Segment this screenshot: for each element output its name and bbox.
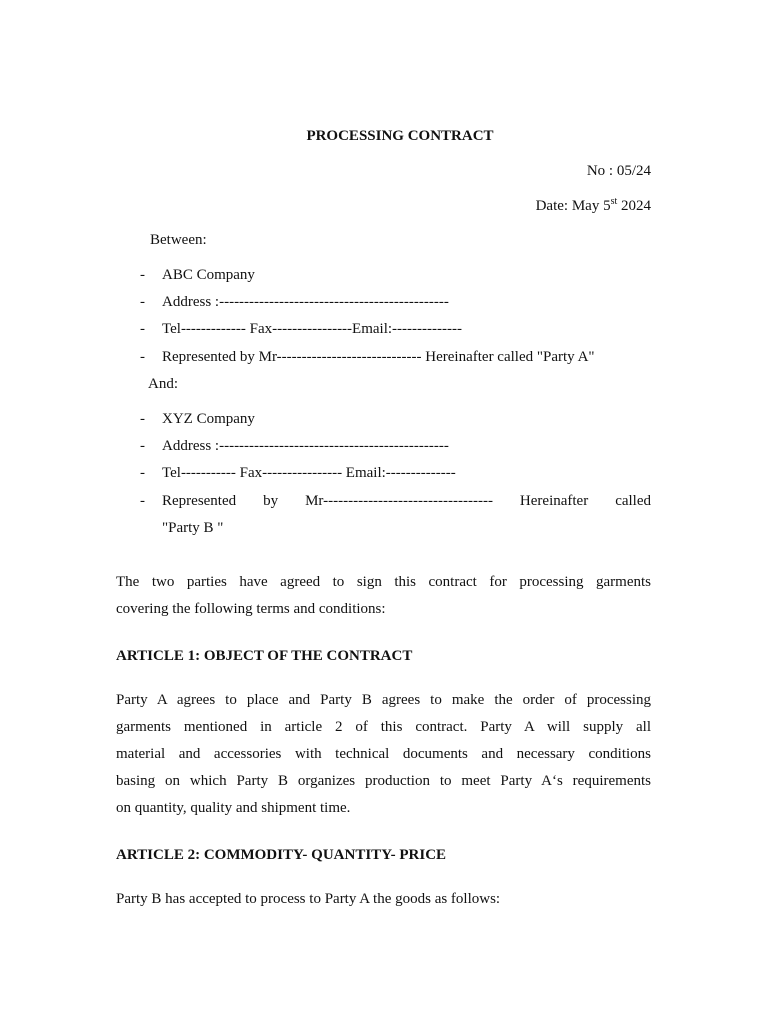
list-dash: - — [140, 438, 145, 454]
date-prefix: Date: May 5 — [535, 198, 611, 214]
and-label: And: — [148, 376, 178, 392]
party-b-represented-word: Hereinafter — [519, 493, 589, 509]
party-b-represented-continued: "Party B " — [162, 520, 224, 536]
list-dash: - — [140, 465, 145, 481]
article-1-line: material and accessories with technical documents and necessary conditions — [116, 746, 651, 762]
document-title: PROCESSING CONTRACT — [306, 128, 494, 144]
contract-date — [536, 196, 651, 216]
contract-number: No : 05/24 — [586, 163, 651, 179]
party-b-represented — [162, 491, 651, 511]
list-dash: - — [140, 349, 145, 365]
article-2-text: Party B has accepted to process to Party A the goods as follows: — [116, 891, 501, 907]
article-1-heading: ARTICLE 1: OBJECT OF THE CONTRACT — [116, 648, 413, 664]
party-b-represented-word: called — [615, 493, 651, 509]
list-dash: - — [140, 267, 145, 283]
article-2-heading: ARTICLE 2: COMMODITY- QUANTITY- PRICE — [116, 847, 447, 863]
party-a-represented: Represented by Mr----------------------------- Hereinafter called "Party A" — [162, 349, 595, 365]
party-b-represented-word: Represented — [162, 493, 237, 509]
list-dash: - — [140, 411, 145, 427]
party-b-represented-word: Mr---------------------------------- — [305, 493, 493, 509]
intro-paragraph-line: covering the following terms and conditions: — [116, 601, 386, 617]
party-b-company: XYZ Company — [162, 411, 255, 427]
between-label: Between: — [150, 232, 207, 248]
article-1-line: Party A agrees to place and Party B agrees to make the order of processing — [116, 692, 651, 708]
party-a-address: Address :---------------------------------------------- — [162, 294, 449, 310]
party-a-company: ABC Company — [162, 267, 255, 283]
list-dash: - — [140, 294, 145, 310]
article-1-line: basing on which Party B organizes production to meet Party A‘s requirements — [116, 773, 651, 789]
list-dash: - — [140, 493, 145, 509]
party-b-address: Address :---------------------------------------------- — [162, 438, 449, 454]
party-b-contact: Tel----------- Fax---------------- Email:-------------- — [162, 465, 456, 481]
date-year: 2024 — [617, 198, 651, 214]
party-b-represented-word: by — [263, 493, 279, 509]
list-dash: - — [140, 321, 145, 337]
party-a-contact: Tel------------- Fax----------------Email:-------------- — [162, 321, 462, 337]
intro-paragraph-line: The two parties have agreed to sign this contract for processing garments — [116, 574, 651, 590]
article-1-line: on quantity, quality and shipment time. — [116, 800, 351, 816]
date-superscript: st — [610, 196, 618, 207]
article-1-line: garments mentioned in article 2 of this contract. Party A will supply all — [116, 719, 651, 735]
